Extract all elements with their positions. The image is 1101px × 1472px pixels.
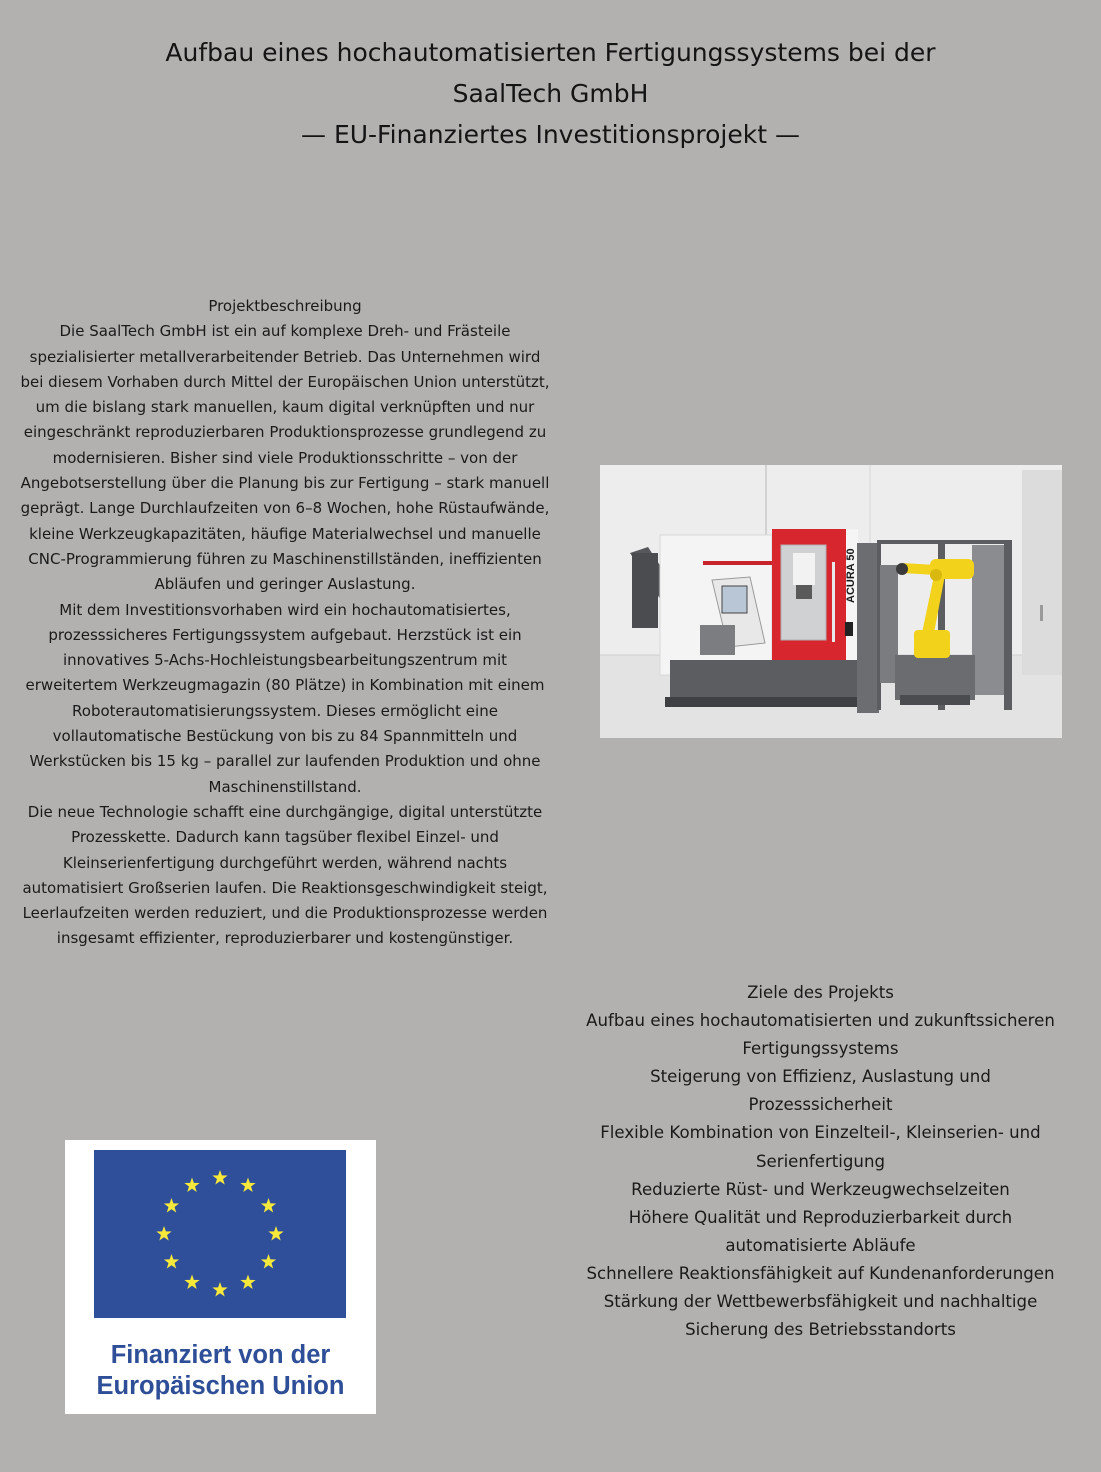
eu-star-icon <box>156 1226 171 1240</box>
eu-star-icon <box>164 1254 179 1268</box>
eu-stars-circle <box>94 1150 346 1318</box>
machine-illustration <box>600 465 1062 738</box>
machine-photo <box>600 465 1062 738</box>
eu-star-icon <box>240 1275 255 1289</box>
title-line-2: SaalTech GmbH <box>452 79 649 108</box>
eu-funding-text <box>65 1340 376 1402</box>
eu-star-icon <box>240 1178 255 1192</box>
page-title <box>40 32 1061 155</box>
eu-funding-logo <box>65 1140 376 1414</box>
eu-flag <box>94 1150 346 1318</box>
eu-star-icon <box>261 1198 276 1212</box>
title-line-3: — EU-Finanziertes Investitionsprojekt — <box>301 120 800 149</box>
description-paragraph-1: Die SaalTech GmbH ist ein auf komplexe Dreh- und Frästeile spezialisierter metallverarbeitender Betrieb. Das Unternehmen wird bei diesem Vorhaben durch Mittel der Europäischen Union unterstützt, um die bislang stark manuellen, kaum digital verknüpften und nur eingeschränkt reproduzierbaren Produktionsprozesse grundlegend zu modernisieren. Bisher sind viele Produktionsschritte – von der Angebotserstellung über die Planung bis zur Fertigung – stark manuell geprägt. Lange Durchlaufzeiten von 6–8 Wochen, hohe Rüstaufwände, kleine Werkzeugkapazitäten, häufige Materialwechsel und manuelle CNC-Programmierung führen zu Maschinenstillständen, ineffizienten Abläufen und geringer Auslastung. <box>20 322 550 594</box>
goal-item: Reduzierte Rüst- und Werkzeugwechselzeiten <box>631 1179 1010 1199</box>
goal-item: Flexible Kombination von Einzelteil-, Kleinserien- und Serienfertigung <box>600 1123 1041 1171</box>
goal-item: Aufbau eines hochautomatisierten und zukunftssicheren Fertigungssystems <box>586 1011 1055 1059</box>
goal-item: Steigerung von Effizienz, Auslastung und Prozesssicherheit <box>650 1067 991 1115</box>
eu-text-line-2: Europäischen Union <box>96 1372 345 1400</box>
title-line-1: Aufbau eines hochautomatisierten Fertigungssystems bei der <box>165 38 936 67</box>
goals-heading: Ziele des Projekts <box>747 983 894 1002</box>
eu-star-icon <box>261 1254 276 1268</box>
project-description <box>20 294 550 952</box>
description-paragraph-2: Mit dem Investitionsvorhaben wird ein hochautomatisiertes, prozesssicheres Fertigungssystem aufgebaut. Herzstück ist ein innovatives 5-Achs-Hochleistungsbearbeitungszentrum mit erweitertem Werkzeugmagazin (80 Plätze) in Kombination mit einem Roboterautomatisierungssystem. Dieses ermöglicht eine vollautomatische Bestückung von bis zu 84 Spannmitteln und Werkstücken bis 15 kg – parallel zur laufenden Produktion und ohne Maschinenstillstand. <box>25 600 545 796</box>
eu-star-icon <box>184 1275 199 1289</box>
goal-item: Höhere Qualität und Reproduzierbarkeit durch automatisierte Abläufe <box>628 1207 1013 1255</box>
goal-item: Schnellere Reaktionsfähigkeit auf Kundenanforderungen <box>586 1263 1055 1283</box>
eu-star-icon <box>164 1198 179 1212</box>
machine-label: ACURA 50 <box>845 548 857 603</box>
goal-item: Stärkung der Wettbewerbsfähigkeit und nachhaltige Sicherung des Betriebsstandorts <box>603 1292 1038 1340</box>
eu-star-icon <box>212 1282 227 1296</box>
eu-star-icon <box>184 1178 199 1192</box>
eu-star-icon <box>268 1226 283 1240</box>
eu-text-line-1: Finanziert von der <box>110 1341 331 1369</box>
description-paragraph-3: Die neue Technologie schafft eine durchgängige, digital unterstützte Prozesskette. Dadurch kann tagsüber flexibel Einzel- und Kleinserienfertigung durchgeführt werden, während nachts automatisiert Großserien laufen. Die Reaktionsgeschwindigkeit steigt, Leerlaufzeiten werden reduziert, und die Produktionsprozesse werden insgesamt effizienter, reproduzierbarer und kostengünstiger. <box>22 802 548 948</box>
eu-star-icon <box>212 1170 227 1184</box>
description-heading: Projektbeschreibung <box>208 297 362 315</box>
project-goals <box>548 979 1093 1344</box>
